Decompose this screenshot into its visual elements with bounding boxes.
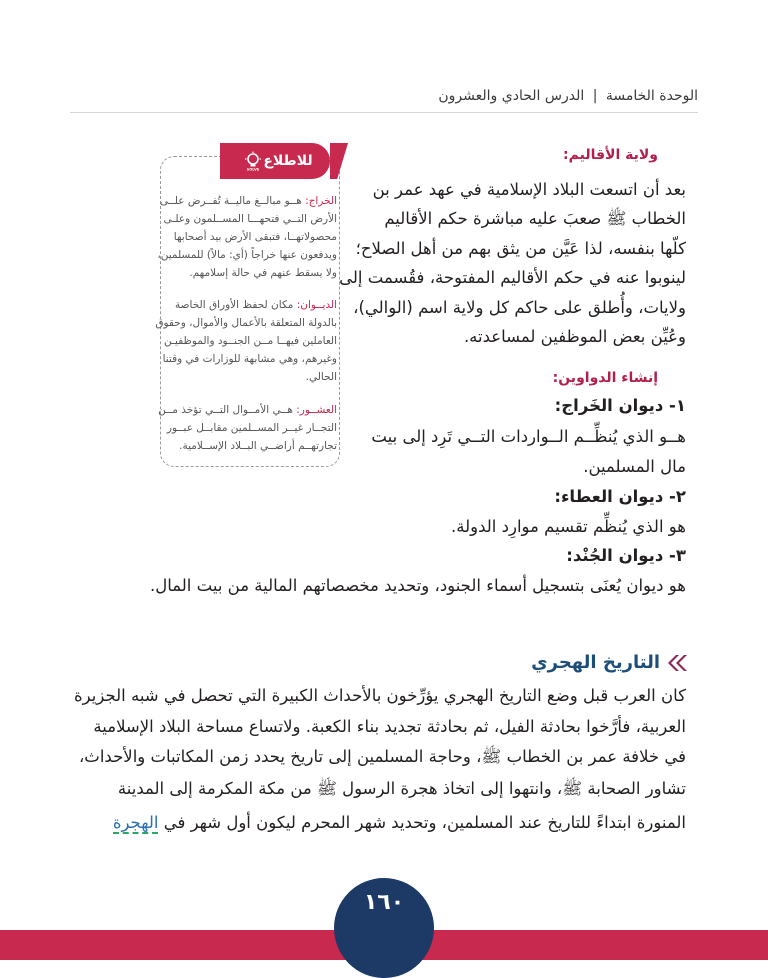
page-number-badge — [334, 878, 434, 978]
paragraph-line: بعد أن اتسعت البلاد الإسلامية في عهد عمر بن — [372, 180, 686, 199]
section-hijri-heading — [531, 652, 688, 673]
sidebar-line: ولا يسقط عنهم في حالة إسلامهم. — [189, 267, 337, 279]
sidebar-line: محصولاتهــا، فتبقى الأرض بيد أصحابها — [173, 231, 337, 243]
hijri-word-highlight: الهجرة — [112, 813, 159, 832]
section-provinces-title: ولاية الأقاليم: — [563, 147, 658, 163]
paragraph-line: مال المسلمين. — [583, 457, 686, 476]
double-chevron-icon — [666, 654, 688, 672]
ushr-term: العشــور: — [296, 404, 337, 416]
paragraph-line: هو ديوان يُعنَى بتسجيل أسماء الجنود، وتحديد مخصصاتهم المالية من بيت المال. — [149, 576, 686, 595]
kharaj-title: ١- ديوان الخَراج: — [554, 396, 686, 415]
paragraph-line: هــو الذي يُنظِّــم الــواردات التــي تَرِد إلى بيت — [371, 427, 686, 446]
ata-title: ٢- ديوان العطاء: — [554, 487, 686, 506]
paragraph-line: المنورة ابتداءً للتاريخ عند المسلمين، وتحديد شهر المحرم ليكون أول شهر في الهجرة — [112, 813, 686, 832]
sidebar-title: للاطلاع — [263, 153, 313, 169]
header-divider — [70, 112, 698, 113]
icon-label: SOLVE — [247, 167, 260, 171]
paragraph-line: كلّها بنفسه، لذا عَيَّن من يثق بهم من أهل الصلاح؛ — [355, 239, 686, 258]
header-unit: الوحدة الخامسة — [605, 88, 698, 104]
section-hijri-title: التاريخ الهجري — [531, 652, 660, 673]
sidebar-line: ويدفعون عنها خراجاً (أي: مالاً) للمسلمين، — [157, 249, 337, 261]
sidebar-line: الأرض التــي فتحهـــا المســلمون وعلـى — [163, 213, 337, 225]
sidebar-line: العشــور: هــي الأمــوال التــي تؤخذ مــن — [158, 404, 337, 416]
paragraph-line: لينوبوا عنه في حكم الأقاليم المفتوحة، فقُسمت إلى — [339, 268, 686, 287]
header-separator: | — [592, 88, 598, 104]
kharaj-term: الخراج: — [305, 195, 337, 207]
sidebar-line: وغيرهم، وهي مشابهة للوزارات في وقتنا — [162, 353, 337, 365]
sidebar-line: العاملين فيهــا مــن الجنــود والموظفيـن — [163, 335, 337, 347]
paragraph-line: هو الذي يُنظِّم تقسيم موارِد الدولة. — [451, 517, 686, 536]
header-lesson: الدرس الحادي والعشرون — [438, 88, 585, 104]
paragraph-line: العربية، فأرَّخوا بحادثة الفيل، ثم بحادثة تجديد بناء الكعبة. ولاتساع مساحة البلاد الإسلامية — [93, 717, 686, 736]
sidebar-line: الحالي. — [305, 371, 337, 383]
section-dawawin-title: إنشاء الدواوين: — [552, 370, 658, 386]
sidebar-line: الخراج: هــو مبالــغ ماليــة تُفــرض علــى — [159, 195, 337, 207]
jund-title: ٣- ديوان الجُنْد: — [566, 546, 686, 565]
paragraph-line: ولايات، وأُطلق على حاكم كل ولاية اسم (الوالي)، — [353, 298, 686, 317]
lightbulb-icon — [243, 151, 263, 171]
sidebar-line: بالدولة المتعلقة بالأعمال والأموال، وحقوق — [155, 317, 337, 329]
sidebar-line: تجارتهــم أراضــي البــلاد الإســلامية. — [179, 440, 337, 452]
page-number: ١٦٠ — [363, 890, 405, 915]
paragraph-line: وعُيِّن بعض الموظفين لمساعدته. — [463, 327, 686, 346]
sidebar-line: التجــار غيــر المســلمين مقابــل عبــور — [166, 422, 337, 434]
paragraph-line: في خلافة عمر بن الخطاب ﷺ، وحاجة المسلمين إلى تاريخ يحدد زمن المكاتبات والأحداث، — [78, 747, 686, 766]
sidebar-title-tab — [220, 143, 330, 179]
diwan-term: الديــوان: — [296, 299, 337, 311]
paragraph-line: الخطاب ﷺ صعبَ عليه مباشرة حكم الأقاليم — [384, 209, 686, 228]
sidebar-line: الديــوان: مكان لحفظ الأوراق الخاصة — [175, 299, 337, 311]
paragraph-line: تشاور الصحابة ﷺ، وانتهوا إلى اتخاذ هجرة الرسول ﷺ من مكة المكرمة إلى المدينة — [117, 779, 686, 798]
running-header — [438, 88, 698, 104]
paragraph-line: كان العرب قبل وضع التاريخ الهجري يؤرِّخون بالأحداث الكبيرة التي تحصل في شبه الجزيرة — [74, 686, 686, 705]
